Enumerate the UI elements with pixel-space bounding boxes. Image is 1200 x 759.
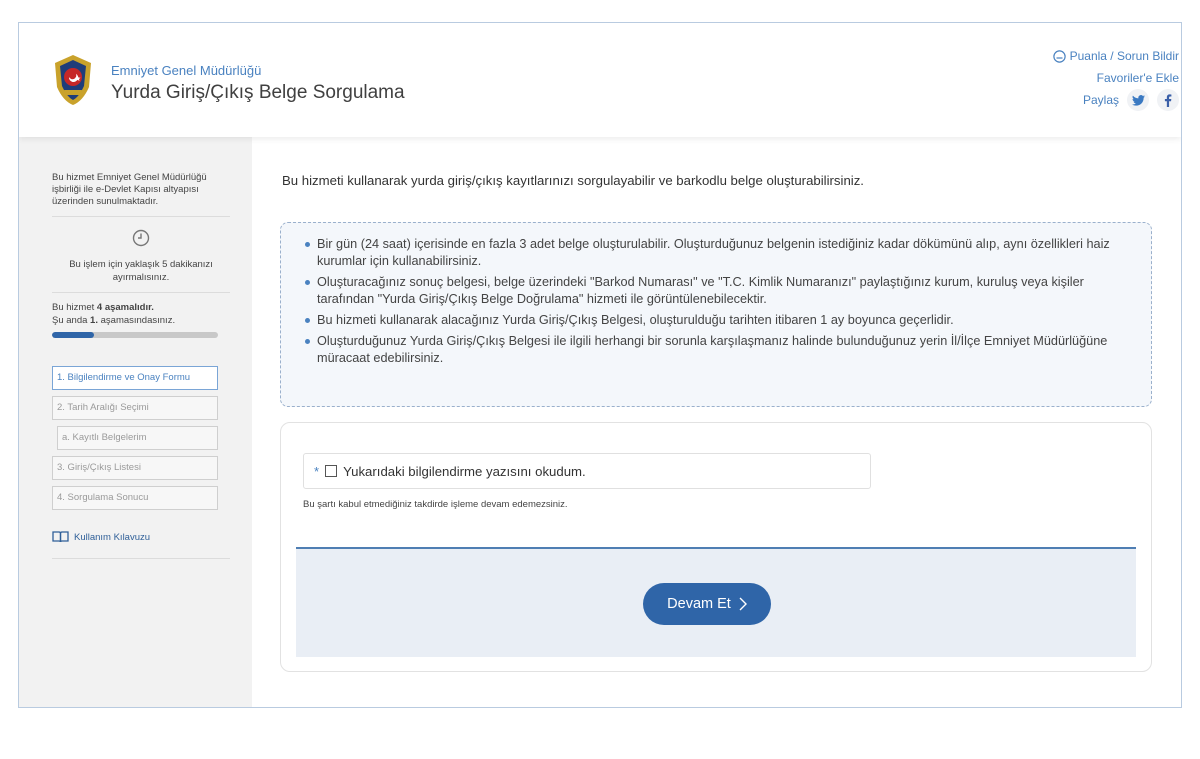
main-content: [252, 137, 1182, 708]
consent-note: Bu şartı kabul etmediğiniz takdirde işleme devam edemezsiniz.: [303, 499, 568, 510]
current-prefix: Şu anda: [52, 315, 91, 326]
book-icon: [52, 530, 69, 544]
current-suffix: aşamasındasınız.: [97, 315, 176, 326]
page-title: Yurda Giriş/Çıkış Belge Sorgulama: [111, 82, 405, 103]
favorites-link-label: Favoriler'e Ekle: [1096, 71, 1179, 85]
time-estimate-text: Bu işlem için yaklaşık 5 dakikanızı ayırmalısınız.: [69, 259, 213, 283]
share-row: [1053, 89, 1179, 111]
step-4-query-result[interactable]: 4. Sorgulama Sonucu: [52, 486, 218, 510]
header-links: [1053, 45, 1179, 111]
continue-button-label: Devam Et: [667, 596, 731, 612]
favorites-link[interactable]: [1053, 67, 1179, 89]
step-info: [52, 293, 230, 338]
consent-form: [280, 422, 1152, 672]
required-marker: *: [314, 463, 320, 479]
current-step-line: [52, 314, 230, 327]
header: [19, 23, 1181, 137]
user-guide-link[interactable]: [52, 530, 230, 559]
twitter-icon[interactable]: [1127, 89, 1149, 111]
steps-count: 4 aşamalıdır.: [96, 302, 154, 313]
share-label: Paylaş: [1082, 93, 1119, 107]
service-intro-text: Bu hizmet Emniyet Genel Müdürlüğü işbirliği ile e-Devlet Kapısı altyapısı üzerinden sunulmaktadır.: [52, 137, 230, 217]
info-item: Bu hizmeti kullanarak alacağınız Yurda Giriş/Çıkış Belgesi, oluşturulduğu tarihten itibaren 1 ay boyunca geçerlidir.: [305, 312, 1141, 329]
info-box: [280, 222, 1152, 407]
info-item: Bir gün (24 saat) içerisinde en fazla 3 adet belge oluşturulabilir. Oluşturduğunuz belgenin istediğiniz kadar dökümünü alıp, aynı özellikleri haiz kurumlar için kullanabilirsiniz.: [305, 236, 1141, 270]
current-step-number: 1.: [90, 315, 98, 326]
chevron-right-icon: [739, 597, 747, 611]
step-1-info-approval[interactable]: 1. Bilgilendirme ve Onay Formu: [52, 366, 218, 390]
police-emblem-logo: [51, 53, 95, 107]
rate-link-label: Puanla / Sorun Bildir: [1069, 49, 1179, 63]
step-list: [52, 366, 230, 510]
continue-button[interactable]: [643, 583, 771, 625]
consent-checkbox-row[interactable]: [303, 453, 871, 489]
step-progress-fill: [52, 332, 94, 338]
step-2-date-range[interactable]: 2. Tarih Aralığı Seçimi: [52, 396, 218, 420]
service-description: Bu hizmeti kullanarak yurda giriş/çıkış kayıtlarınızı sorgulayabilir ve barkodlu belge oluşturabilirsiniz.: [282, 173, 864, 188]
step-2a-saved-documents[interactable]: a. Kayıtlı Belgelerim: [57, 426, 218, 450]
steps-prefix: Bu hizmet: [52, 302, 97, 313]
clock-icon: [132, 229, 150, 247]
time-estimate: [52, 217, 230, 293]
sidebar: [19, 137, 252, 708]
action-bar: [296, 547, 1136, 657]
step-progress-bar: [52, 332, 218, 338]
info-item: Oluşturacağınız sonuç belgesi, belge üzerindeki "Barkod Numarası" ve "T.C. Kimlik Numaranızı" paylaştığınız kurum, kuruluş veya kişiler tarafından "Yurda Giriş/Çıkış Belge Doğrulama" hizmeti ile görüntülenebilecektir.: [305, 274, 1141, 308]
user-guide-label: Kullanım Kılavuzu: [74, 531, 151, 543]
rating-face-icon: [1053, 50, 1066, 63]
consent-checkbox-label: Yukarıdaki bilgilendirme yazısını okudum.: [343, 463, 586, 479]
info-item: Oluşturduğunuz Yurda Giriş/Çıkış Belgesi ile ilgili herhangi bir sorunla karşılaşmanız halinde bulunduğunuz yerin İl/İlçe Emniyet Müdürlüğüne müracaat edebilirsiniz.: [305, 333, 1141, 367]
org-name: Emniyet Genel Müdürlüğü: [111, 63, 262, 78]
page-frame: [18, 22, 1182, 708]
consent-checkbox[interactable]: [325, 465, 337, 477]
step-3-entry-exit-list[interactable]: 3. Giriş/Çıkış Listesi: [52, 456, 218, 480]
steps-count-line: [52, 301, 230, 314]
facebook-icon[interactable]: [1157, 89, 1179, 111]
rate-link[interactable]: [1053, 45, 1179, 67]
